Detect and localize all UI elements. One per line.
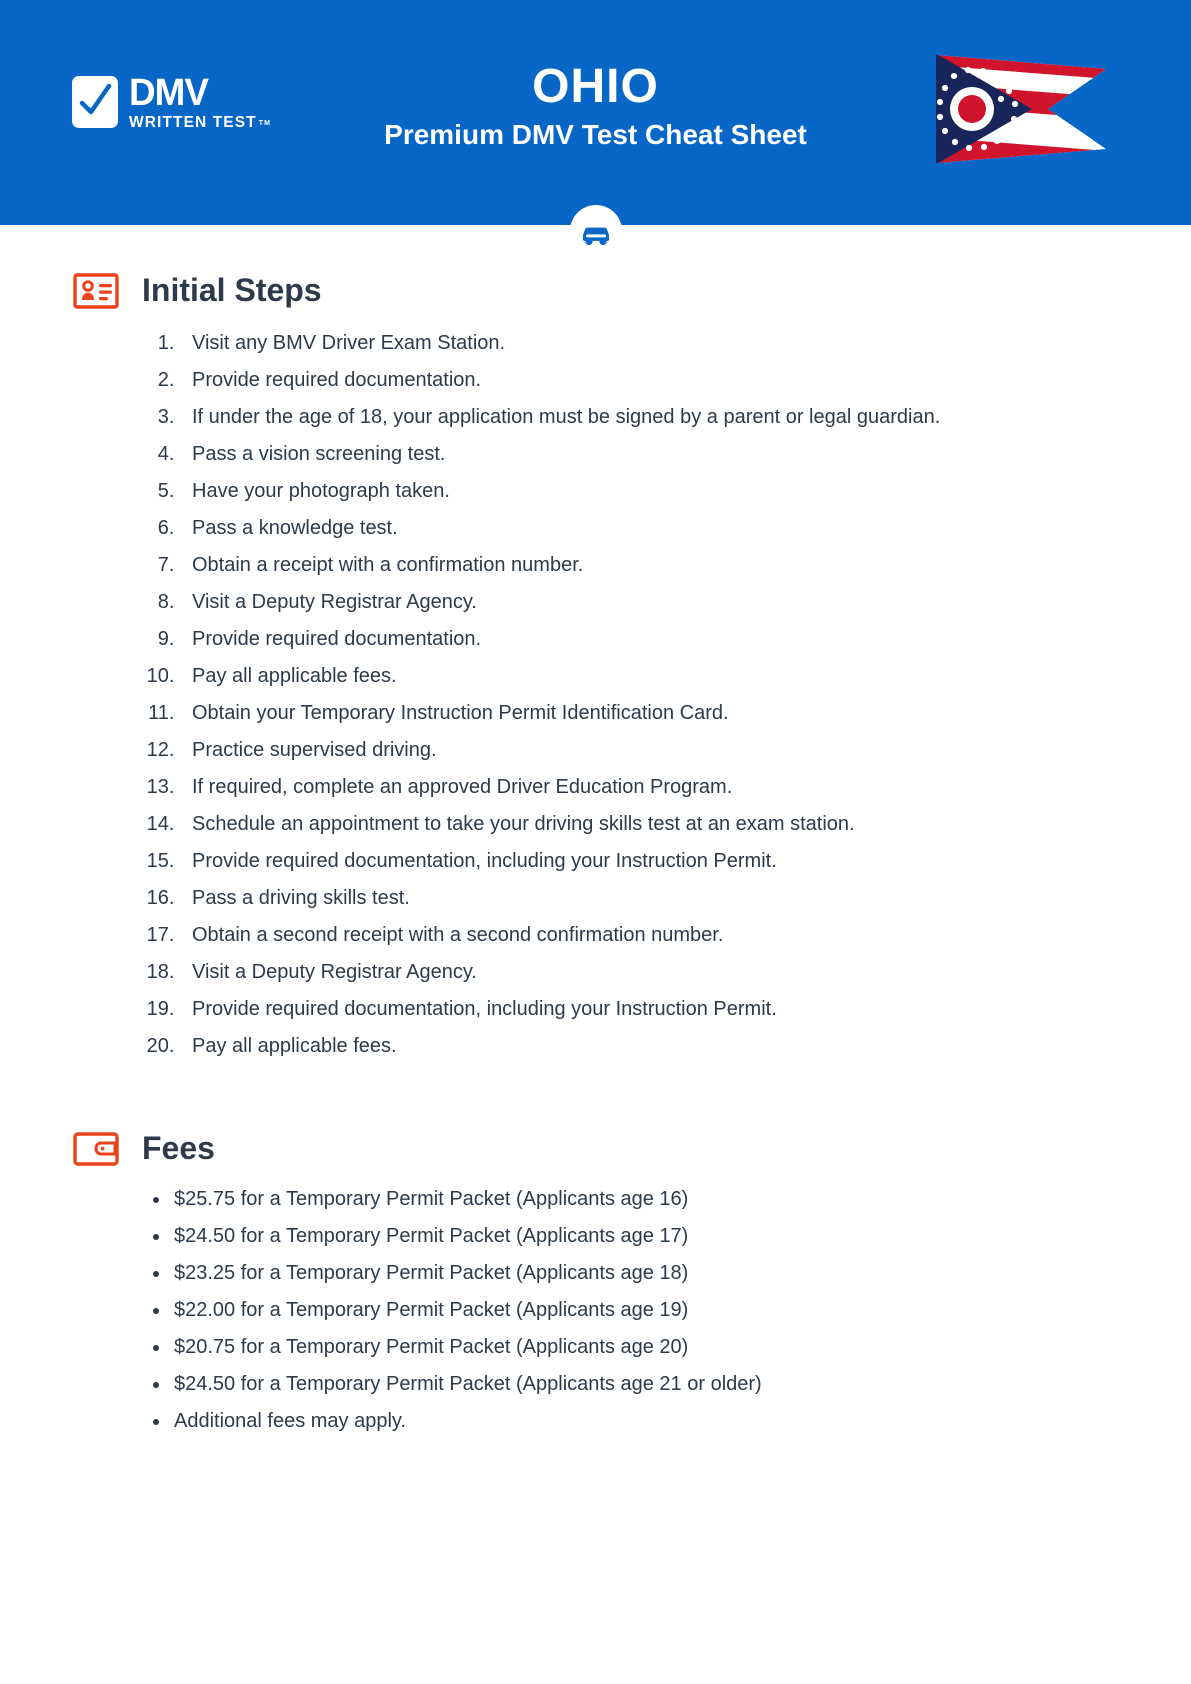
logo-brand-text: DMV [129, 72, 209, 114]
page-subtitle: Premium DMV Test Cheat Sheet [384, 119, 807, 151]
section-title-fees: Fees [142, 1130, 215, 1167]
section-header-initial-steps [72, 267, 1119, 315]
list-item: 15. Provide required documentation, including your Instruction Permit. [180, 851, 1119, 871]
list-item: 18. Visit a Deputy Registrar Agency. [180, 962, 1119, 982]
list-item: 6. Pass a knowledge test. [180, 518, 1119, 538]
list-item: $24.50 for a Temporary Permit Packet (Applicants age 17) [150, 1226, 1119, 1246]
wallet-icon [72, 1125, 120, 1173]
section-header-fees [72, 1125, 1119, 1173]
section-title-initial-steps: Initial Steps [142, 272, 322, 309]
list-item: $22.00 for a Temporary Permit Packet (Applicants age 19) [150, 1300, 1119, 1320]
list-item: 16. Pass a driving skills test. [180, 888, 1119, 908]
list-item: 19. Provide required documentation, including your Instruction Permit. [180, 999, 1119, 1019]
list-item: 9. Provide required documentation. [180, 629, 1119, 649]
car-icon [570, 205, 622, 257]
list-item: 7. Obtain a receipt with a confirmation number. [180, 555, 1119, 575]
list-item: 13. If required, complete an approved Driver Education Program. [180, 777, 1119, 797]
list-item: 8. Visit a Deputy Registrar Agency. [180, 592, 1119, 612]
list-item: 1. Visit any BMV Driver Exam Station. [180, 333, 1119, 353]
section-fees [72, 1125, 1119, 1431]
id-card-icon [72, 267, 120, 315]
page-header [0, 0, 1191, 225]
page-content [0, 225, 1191, 1431]
list-item: 14. Schedule an appointment to take your driving skills test at an exam station. [180, 814, 1119, 834]
list-item: 10. Pay all applicable fees. [180, 666, 1119, 686]
ohio-state-flag-icon [928, 49, 1108, 169]
page-title: OHIO [532, 60, 659, 113]
list-item: $20.75 for a Temporary Permit Packet (Applicants age 20) [150, 1337, 1119, 1357]
list-item: 11. Obtain your Temporary Instruction Permit Identification Card. [180, 703, 1119, 723]
list-item: $25.75 for a Temporary Permit Packet (Applicants age 16) [150, 1189, 1119, 1209]
list-item: 20. Pay all applicable fees. [180, 1036, 1119, 1056]
list-item: Additional fees may apply. [150, 1411, 1119, 1431]
list-item: $24.50 for a Temporary Permit Packet (Applicants age 21 or older) [150, 1374, 1119, 1394]
list-item: 2. Provide required documentation. [180, 370, 1119, 390]
initial-steps-list [72, 333, 1119, 1056]
list-item: 3. If under the age of 18, your application must be signed by a parent or legal guardian. [180, 407, 1119, 427]
logo-trademark: TM [258, 120, 272, 128]
list-item: 4. Pass a vision screening test. [180, 444, 1119, 464]
list-item: 17. Obtain a second receipt with a second confirmation number. [180, 925, 1119, 945]
list-item: 12. Practice supervised driving. [180, 740, 1119, 760]
fees-list [72, 1189, 1119, 1431]
section-initial-steps [72, 267, 1119, 1056]
list-item: $23.25 for a Temporary Permit Packet (Applicants age 18) [150, 1263, 1119, 1283]
list-item: 5. Have your photograph taken. [180, 481, 1119, 501]
logo-tagline-text: WRITTEN TEST [129, 114, 257, 131]
